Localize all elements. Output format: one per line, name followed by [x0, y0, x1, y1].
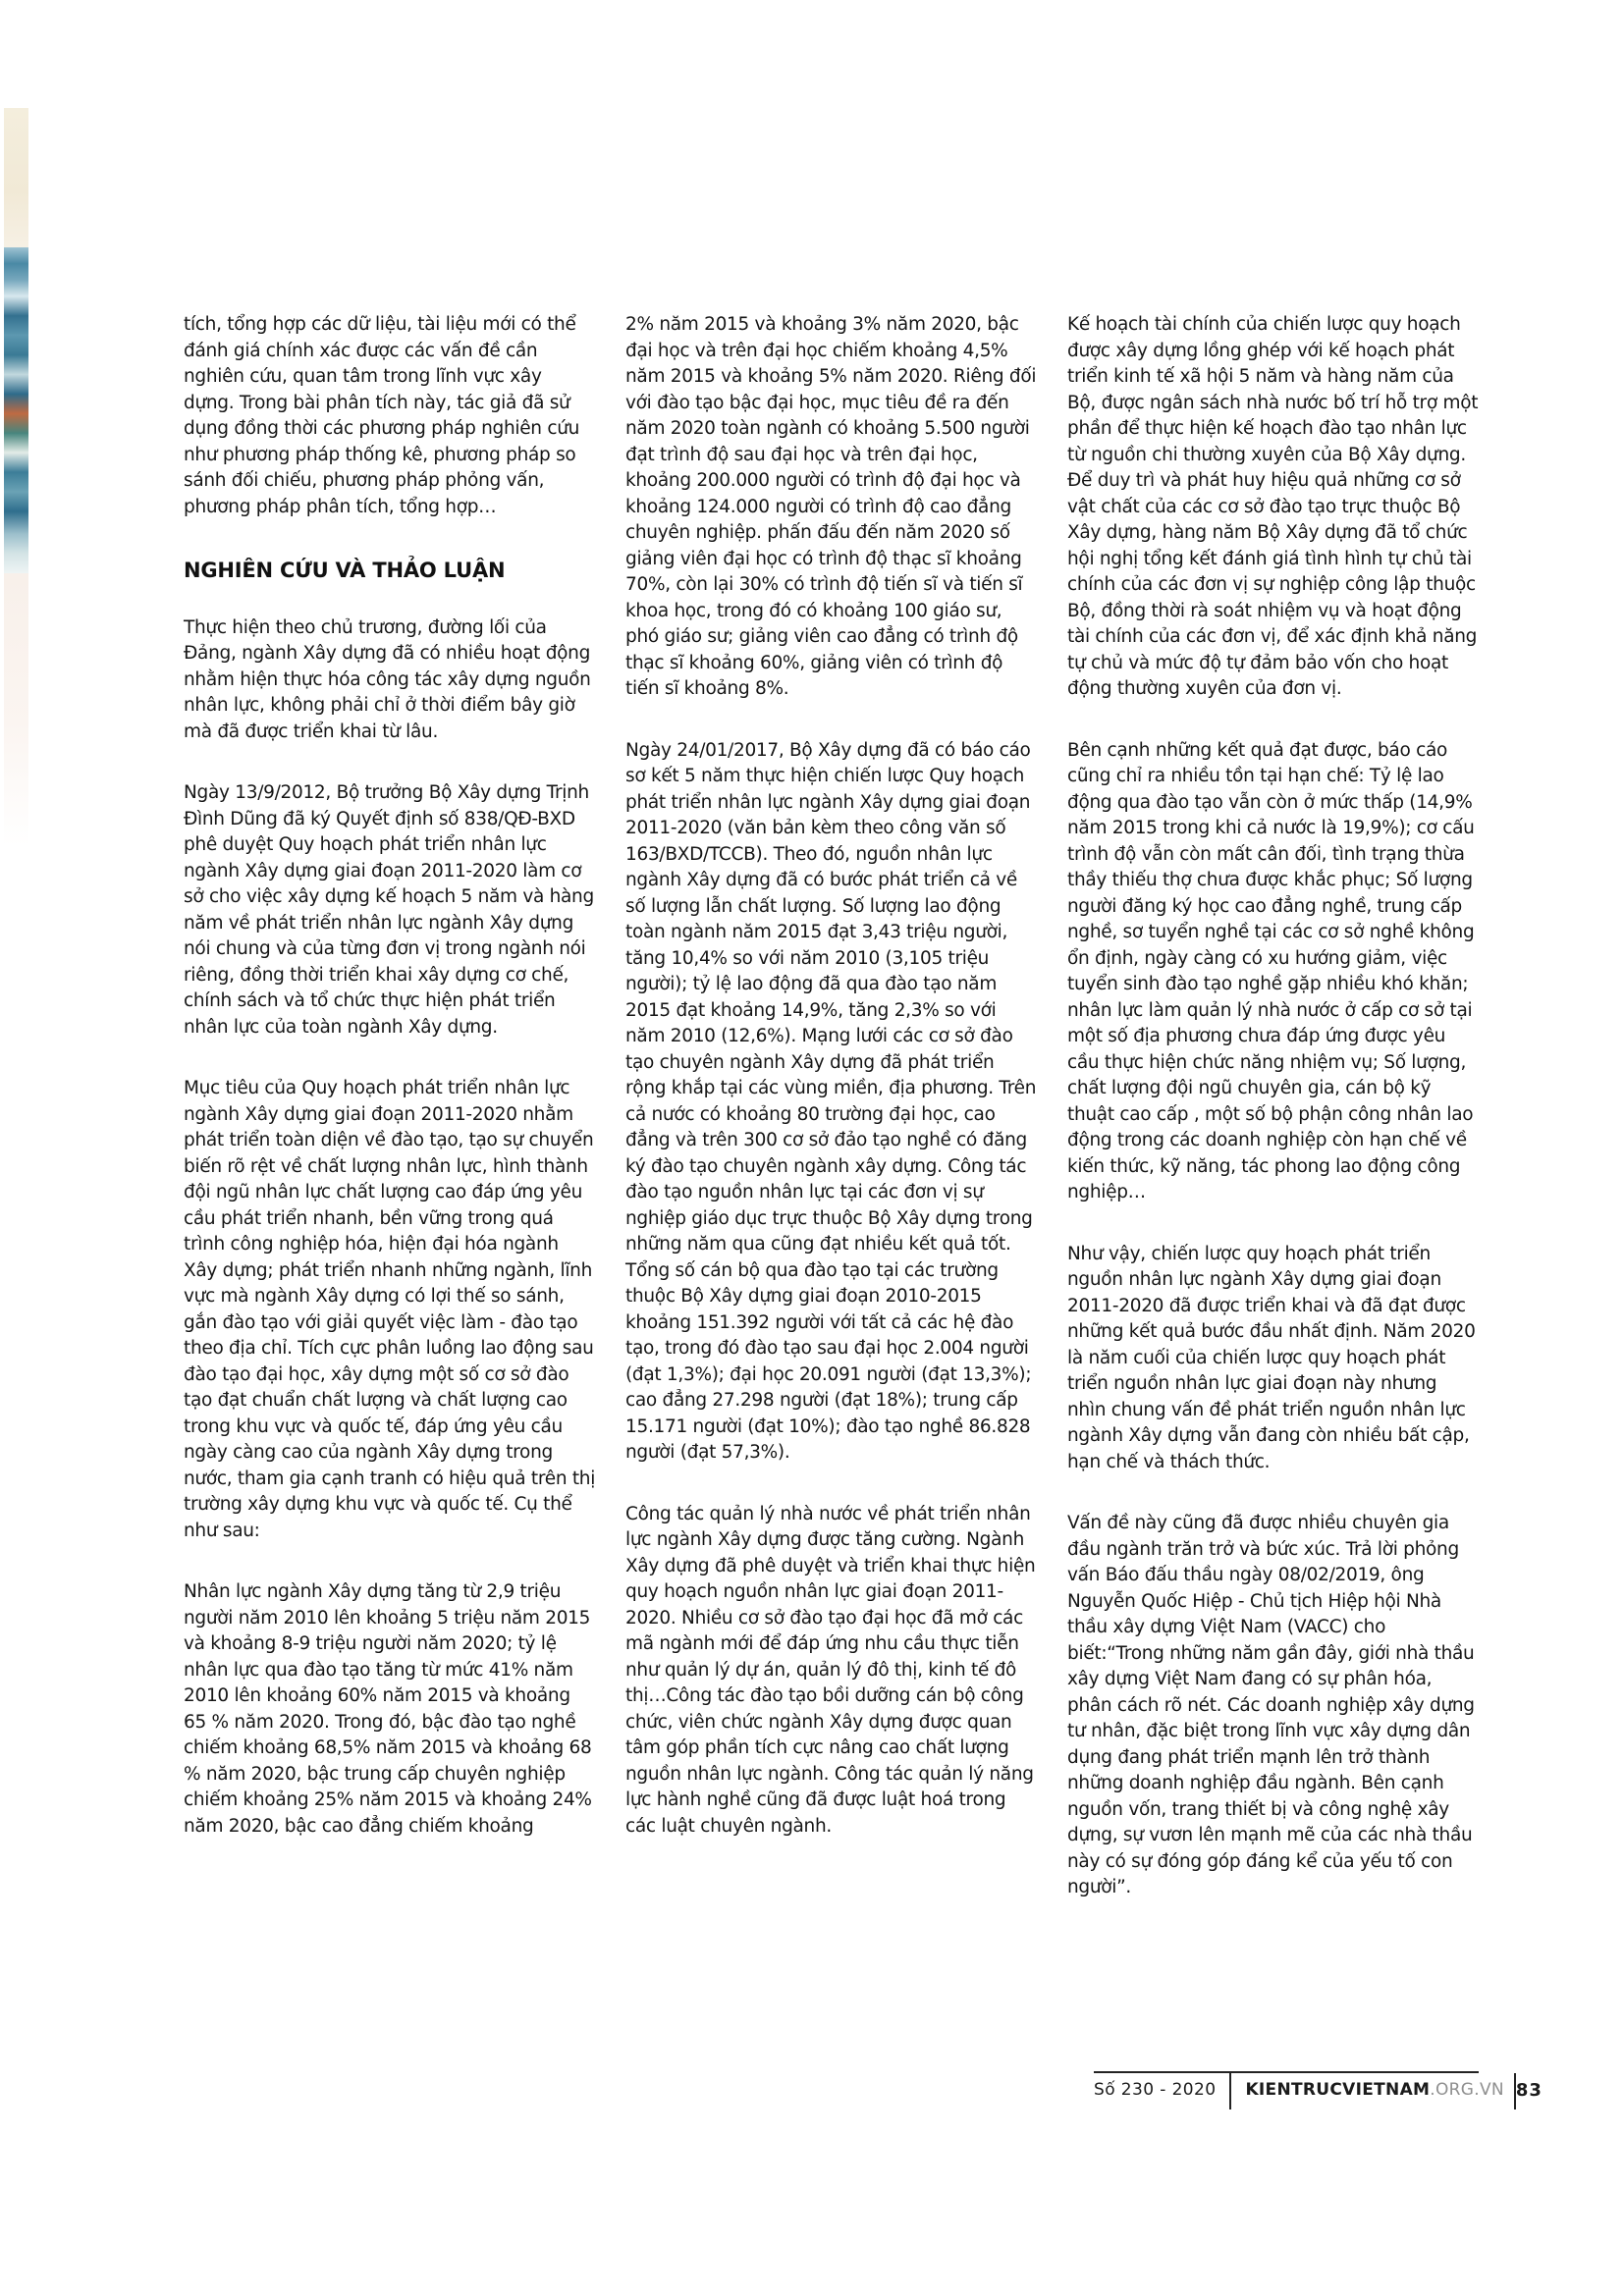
paragraph: Ngày 24/01/2017, Bộ Xây dựng đã có báo cáo sơ kết 5 năm thực hiện chiến lược Quy hoạch phát triển nhân lực ngành Xây dựng giai đoạn 2011-2020 (văn bản kèm theo công văn số 163/BXD/TCCB). Theo đó, nguồn nhân lực ngành Xây dựng đã có bước phát triển cả về số lượng lẫn chất lượng. Số lượng lao động toàn ngành năm 2015 đạt 3,43 triệu người, tăng 10,4% so với năm 2010 (3,105 triệu người); tỷ lệ lao động đã qua đào tạo năm 2015 đạt khoảng 14,9%, tăng 2,3% so với năm 2010 (12,6%). Mạng lưới các cơ sở đào tạo chuyên ngành Xây dựng đã phát triển rộng khắp tại các vùng miền, địa phương. Trên cả nước có khoảng 80 trường đại học, cao đẳng và trên 300 cơ sở đảo tạo nghề có đăng ký đào tạo chuyên ngành xây dựng. Công tác đào tạo nguồn nhân lực tại các đơn vị sự nghiệp giáo dục trực thuộc Bộ Xây dựng trong những năm qua cũng đạt nhiều kết quả tốt. Tổng số cán bộ qua đào tạo tại các trường thuộc Bộ Xây dựng giai đoạn 2010-2015 khoảng 151.392 người với tất cả các hệ đào tạo, trong đó đào tạo sau đại học 2.004 người (đạt 1,3%); đại học 20.091 người (đạt 13,3%); cao đẳng 27.298 người (đạt 18%); trung cấp 15.171 người (đạt 10%); đào tạo nghề 86.828 người (đạt 57,3%). — [625, 739, 1037, 1463]
paragraph: tích, tổng hợp các dữ liệu, tài liệu mới có thể đánh giá chính xác được các vấn đề cần nghiên cứu, quan tâm trong lĩnh vực xây dựng. Trong bài phân tích này, tác giả đã sử dụng đồng thời các phương pháp nghiên cứu như phương pháp thống kê, phương pháp so sánh đối chiếu, phương pháp phỏng vấn, phương pháp phân tích, tổng hợp… — [184, 314, 580, 517]
paragraph: Kế hoạch tài chính của chiến lược quy hoạch được xây dựng lồng ghép với kế hoạch phát triển kinh tế xã hội 5 năm và hàng năm của Bộ, được ngân sách nhà nước bố trí hỗ trợ một phần để thực hiện kế hoạch đào tạo nhân lực từ nguồn chi thường xuyên của Bộ Xây dựng. Để duy trì và phát huy hiệu quả những cơ sở vật chất của các cơ sở đào tạo trực thuộc Bộ Xây dựng, hàng năm Bộ Xây dựng đã tổ chức hội nghị tổng kết đánh giá tình hình tự chủ tài chính của các đơn vị sự nghiệp công lập thuộc Bộ, đồng thời rà soát nhiệm vụ và hoạt động tài chính của các đơn vị, để xác định khả năng tự chủ và mức độ tự đảm bảo vốn cho hoạt động thường xuyên của đơn vị. — [1067, 314, 1479, 699]
paragraph: Vấn đề này cũng đã được nhiều chuyên gia đầu ngành trăn trở và bức xúc. Trả lời phỏng vấn Báo đấu thầu ngày 08/02/2019, ông Nguyễn Quốc Hiệp - Chủ tịch Hiệp hội Nhà thầu xây dựng Việt Nam (VACC) cho biết:“Trong những năm gần đây, giới nhà thầu xây dựng Việt Nam đang có sự phân hóa, phân cách rõ nét. Các doanh nghiệp xây dựng tư nhân, đặc biệt trong lĩnh vực xây dựng dân dụng đang phát triển mạnh lên trở thành những doanh nghiệp đầu ngành. Bên cạnh nguồn vốn, trang thiết bị và công nghệ xây dựng, sự vươn lên mạnh mẽ của các nhà thầu này có sự đóng góp đáng kể của yếu tố con người”. — [1067, 1513, 1475, 1897]
page-footer — [1094, 2071, 1543, 2109]
site-name-bold: KIENTRUCVIETNAM — [1245, 2080, 1431, 2100]
article-column-2 — [625, 312, 1038, 1875]
paragraph: Như vậy, chiến lược quy hoạch phát triển nguồn nhân lực ngành Xây dựng giai đoạn 2011-2020 đã được triển khai và đã đạt được những kết quả bước đầu nhất định. Năm 2020 là năm cuối của chiến lược quy hoạch phát triển nguồn nhân lực giai đoạn này nhưng nhìn chung vấn đề phát triển nguồn nhân lực ngành Xây dựng vẫn đang còn nhiều bất cập, hạn chế và thách thức. — [1067, 1243, 1476, 1472]
paragraph: Thực hiện theo chủ trương, đường lối của Đảng, ngành Xây dựng đã có nhiều hoạt động nhằm hiện thực hóa công tác xây dựng nguồn nhân lực, không phải chỉ ở thời điểm bây giờ mà đã được triển khai từ lâu. — [184, 616, 591, 742]
section-heading: NGHIÊN CỨU VÀ THẢO LUẬN — [184, 559, 506, 582]
page-number: 83 — [1515, 2080, 1543, 2101]
site-name — [1231, 2073, 1515, 2109]
site-name-domain: .ORG.VN — [1430, 2080, 1504, 2100]
paragraph: Mục tiêu của Quy hoạch phát triển nhân lực ngành Xây dựng giai đoạn 2011-2020 nhằm phát triển toàn diện về đào tạo, tạo sự chuyển biến rõ rệt về chất lượng nhân lực, hình thành đội ngũ nhân lực chất lượng cao đáp ứng yêu cầu phát triển nhanh, bền vững trong quá trình công nghiệp hóa, hiện đại hóa ngành Xây dựng; phát triển nhanh những ngành, lĩnh vực mà ngành Xây dựng có lợi thế so sánh, gắn đào tạo với giải quyết việc làm - đào tạo theo địa chỉ. Tích cực phân luồng lao động sau đào tạo đại học, xây dựng một số cơ sở đào tạo đạt chuẩn chất lượng và chất lượng cao trong khu vực và quốc tế, đáp ứng yêu cầu ngày càng cao của ngành Xây dựng trong nước, tham gia cạnh tranh có hiệu quả trên thị trường xây dựng khu vực và quốc tế. Cụ thể như sau: — [184, 1078, 596, 1541]
page-gutter-image — [4, 108, 28, 846]
gutter-beige-strip — [4, 108, 28, 247]
paragraph: Công tác quản lý nhà nước về phát triển nhân lực ngành Xây dựng được tăng cường. Ngành Xây dựng đã phê duyệt và triển khai thực hiện quy hoạch nguồn nhân lực giai đoạn 2011-2020. Nhiều cơ sở đào tạo đại học đã mở các mã ngành mới để đáp ứng nhu cầu thực tiễn như quản lý dự án, quản lý đô thị, kinh tế đô thị…Công tác đào tạo bồi dưỡng cán bộ công chức, viên chức ngành Xây dựng được quan tâm góp phần tích cực nâng cao chất lượng nguồn nhân lực ngành. Công tác quản lý năng lực hành nghề cũng đã được luật hoá trong các luật chuyên ngành. — [625, 1503, 1036, 1837]
paragraph: Nhân lực ngành Xây dựng tăng từ 2,9 triệu người năm 2010 lên khoảng 5 triệu năm 2015 và khoảng 8-9 triệu người năm 2020; tỷ lệ nhân lực qua đào tạo tăng từ mức 41% năm 2010 lên khoảng 60% năm 2015 và khoảng 65 % năm 2020. Trong đó, bậc đào tạo nghề chiếm khoảng 68,5% năm 2015 và khoảng 68 % năm 2020, bậc trung cấp chuyên nghiệp chiếm khoảng 25% năm 2015 và khoảng 24% năm 2020, bậc cao đẳng chiếm khoảng — [184, 1581, 592, 1837]
paragraph: 2% năm 2015 và khoảng 3% năm 2020, bậc đại học và trên đại học chiếm khoảng 4,5% năm 2015 và khoảng 5% năm 2020. Riêng đối với đào tạo bậc đại học, mục tiêu đề ra đến năm 2020 toàn ngành có khoảng 5.500 người đạt trình độ sau đại học và trên đại học, khoảng 200.000 người có trình độ đại học và khoảng 124.000 người có trình độ cao đẳng chuyên nghiệp. phấn đấu đến năm 2020 số giảng viên đại học có trình độ thạc sĩ khoảng 70%, còn lại 30% có trình độ tiến sĩ và tiến sĩ khoa học, trong đó có khoảng 100 giáo sư, phó giáo sư; giảng viên cao đẳng có trình độ thạc sĩ khoảng 60%, giảng viên có trình độ tiến sĩ khoảng 8%. — [625, 314, 1037, 699]
issue-number: Số 230 - 2020 — [1094, 2073, 1231, 2109]
paragraph: Ngày 13/9/2012, Bộ trưởng Bộ Xây dựng Trịnh Đình Dũng đã ký Quyết định số 838/QĐ-BXD phê duyệt Quy hoạch phát triển nhân lực ngành Xây dựng giai đoạn 2011-2020 làm cơ sở cho việc xây dựng kế hoạch 5 năm và hàng năm về phát triển nhân lực ngành Xây dựng nói chung và của từng đơn vị trong ngành nói riêng, đồng thời triển khai xây dựng cơ chế, chính sách và tổ chức thực hiện phát triển nhân lực của toàn ngành Xây dựng. — [184, 782, 594, 1038]
paragraph: Bên cạnh những kết quả đạt được, báo cáo cũng chỉ ra nhiều tồn tại hạn chế: Tỷ lệ lao động qua đào tạo vẫn còn ở mức thấp (14,9% năm 2015 trong khi cả nước là 19,9%); cơ cấu trình độ vẫn còn mất cân đối, tình trạng thừa thầy thiếu thợ chưa được khắc phục; Số lượng người đăng ký học cao đẳng nghề, trung cấp nghề, sơ tuyển nghề tại các cơ sở nghề không ổn định, ngày càng có xu hướng giảm, việc tuyển sinh đào tạo nghề gặp nhiều khó khăn; nhân lực làm quản lý nhà nước ở cấp cơ sở tại một số địa phương chưa đáp ứng được yêu cầu thực hiện chức năng nhiệm vụ; Số lượng, chất lượng đội ngũ chuyên gia, cán bộ kỹ thuật cao cấp , một số bộ phận công nhân lao động trong các doanh nghiệp còn hạn chế về kiến thức, kỹ năng, tác phong lao động công nghiệp… — [1067, 739, 1475, 1202]
gutter-cityscape-photo-sliver — [4, 247, 28, 573]
article-column-1 — [184, 312, 596, 1875]
article-column-3 — [1067, 312, 1480, 1937]
gutter-pink-strip — [4, 573, 28, 846]
